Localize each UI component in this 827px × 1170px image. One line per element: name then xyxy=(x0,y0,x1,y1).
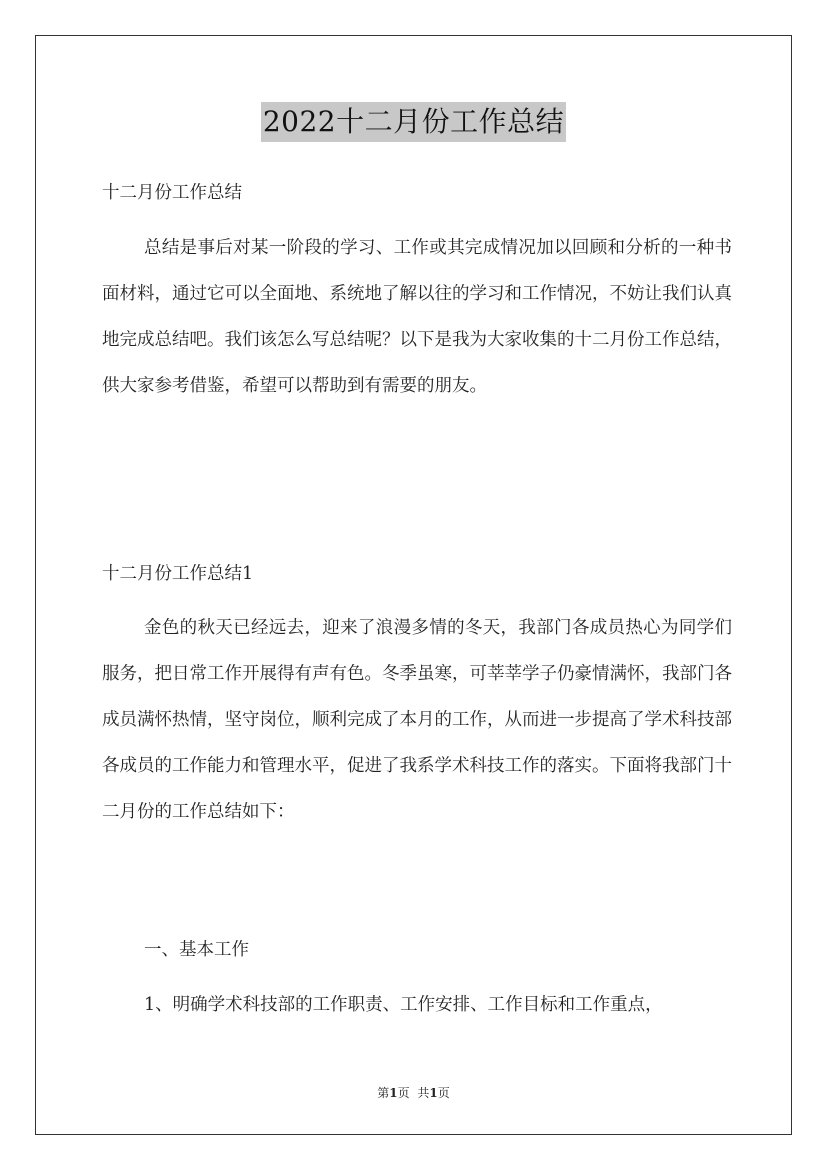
total-label-suffix: 页 xyxy=(437,1086,450,1100)
page-label-suffix: 页 xyxy=(397,1086,410,1100)
intro-paragraph: 总结是事后对某一阶段的学习、工作或其完成情况加以回顾和分析的一种书面材料，通过它可以全面地、系统地了解以往的学习和工作情况，不妨让我们认真地完成总结吧。我们该怎么写总结呢？以下是我为大家收集的十二月份工作总结，供大家参考借鉴，希望可以帮助到有需要的朋友。 xyxy=(102,238,732,396)
page-number: 1 xyxy=(389,1086,398,1100)
total-label-prefix: 共 xyxy=(417,1086,430,1100)
section-heading-1: 十二月份工作总结1 xyxy=(102,564,254,584)
document-title: 2022十二月份工作总结 xyxy=(261,102,566,142)
title-container xyxy=(0,102,827,142)
body-paragraph: 金色的秋天已经远去，迎来了浪漫多情的冬天，我部门各成员热心为同学们服务，把日常工作开展得有声有色。冬季虽寒，可莘莘学子仍豪情满怀，我部门各成员满怀热情，坚守岗位，顺利完成了本月的工作，从而进一步提高了学术科技部各成员的工作能力和管理水平，促进了我系学术科技工作的落实。下面将我部门十二月份的工作总结如下： xyxy=(102,618,732,822)
page-label-prefix: 第 xyxy=(377,1086,390,1100)
page-footer xyxy=(0,1084,827,1101)
subheading-basic-work: 一、基本工作 xyxy=(144,940,249,960)
section-heading: 十二月份工作总结 xyxy=(102,183,242,203)
total-pages: 1 xyxy=(429,1086,438,1100)
list-item-1: 1、明确学术科技部的工作职责、工作安排、工作目标和工作重点， xyxy=(144,995,663,1015)
